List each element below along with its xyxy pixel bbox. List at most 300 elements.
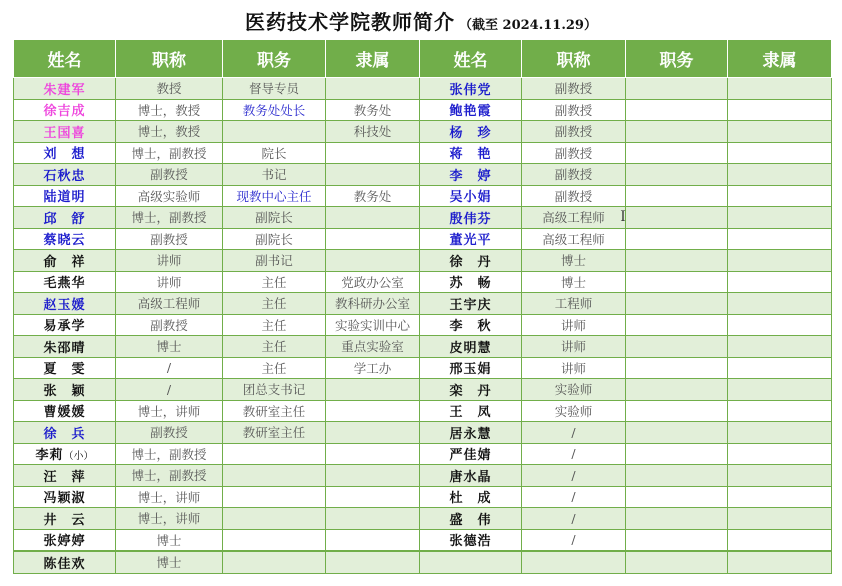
teacher-rank: [522, 443, 626, 465]
teacher-name-text: 张德浩: [449, 534, 492, 550]
teacher-rank: [522, 357, 626, 379]
teacher-rank-text: 博士: [156, 555, 182, 571]
teacher-name-text: 邢玉娟: [449, 362, 492, 378]
teacher-dept: [326, 336, 420, 358]
teacher-post: [223, 164, 326, 186]
table-row: [14, 293, 832, 315]
teacher-dept-text: 党政办公室: [341, 274, 404, 290]
table-row: [14, 314, 832, 336]
table-row: [14, 271, 832, 293]
teacher-name-text: 董光平: [449, 233, 492, 249]
teacher-post-text: 副院长: [255, 231, 293, 247]
teacher-name-text: 严佳婧: [449, 448, 492, 464]
teacher-rank-text: 讲师: [156, 253, 182, 269]
teacher-dept: [728, 422, 832, 444]
teacher-name: [420, 443, 522, 465]
teacher-name: [14, 379, 116, 401]
teacher-name: [420, 379, 522, 401]
teacher-post: [626, 465, 728, 487]
teacher-name-text: 苏 畅: [449, 276, 492, 292]
teacher-name: [420, 336, 522, 358]
teacher-name-text: 皮明慧: [449, 340, 492, 356]
teacher-name: [14, 293, 116, 315]
teacher-rank: [116, 271, 223, 293]
teacher-post: [626, 164, 728, 186]
table-row: [14, 336, 832, 358]
teacher-name-text: 李 秋: [449, 319, 492, 335]
teacher-name-text: 徐吉成: [43, 104, 86, 120]
title-text: 医药技术学院教师简介: [245, 10, 456, 34]
table-row: [14, 99, 832, 121]
teacher-post: [626, 207, 728, 229]
teacher-name-text: 张婷婷: [43, 534, 86, 550]
table-row: [14, 164, 832, 186]
table-row: [14, 250, 832, 272]
teacher-dept: [728, 529, 832, 551]
teacher-post: [626, 379, 728, 401]
teacher-dept: [326, 228, 420, 250]
header-post-right: 职务: [626, 40, 728, 78]
teacher-name-text: 刘 想: [43, 147, 86, 163]
teacher-rank: [522, 250, 626, 272]
teacher-name-suffix: （小）: [63, 451, 94, 463]
teacher-rank-text: 博士，副教授: [131, 446, 207, 462]
teacher-name: [420, 486, 522, 508]
teacher-name-text: 陈佳欢: [43, 556, 86, 572]
teacher-dept: [326, 185, 420, 207]
teacher-dept: [728, 443, 832, 465]
teacher-name-text: 朱建军: [43, 82, 86, 98]
teacher-dept: [728, 121, 832, 143]
teacher-rank: [522, 228, 626, 250]
teacher-name: [14, 271, 116, 293]
teacher-rank-text: /: [571, 489, 576, 505]
teacher-rank: [522, 142, 626, 164]
teacher-post: [626, 443, 728, 465]
teacher-rank: [522, 379, 626, 401]
teacher-rank: [522, 271, 626, 293]
teacher-post: [626, 250, 728, 272]
teacher-dept: [728, 357, 832, 379]
teacher-rank: [116, 142, 223, 164]
teacher-rank-text: 讲师: [560, 360, 586, 376]
teacher-dept: [728, 250, 832, 272]
teacher-post: [223, 465, 326, 487]
teacher-post-text: 教研室主任: [242, 403, 306, 419]
teacher-rank-text: 高级工程师: [137, 296, 201, 312]
teacher-post: [626, 271, 728, 293]
table-row: [14, 400, 832, 422]
teacher-dept: [728, 293, 832, 315]
teacher-name: [14, 207, 116, 229]
teacher-dept: [326, 164, 420, 186]
teacher-rank: [522, 99, 626, 121]
teacher-dept: [326, 508, 420, 530]
teacher-name-text: 俞 祥: [43, 254, 86, 270]
teacher-dept: [728, 99, 832, 121]
teacher-post-text: 副书记: [255, 253, 293, 269]
teacher-post: [223, 486, 326, 508]
teacher-rank-text: 博士，教授: [137, 102, 201, 118]
header-post-left: 职务: [223, 40, 326, 78]
teacher-name-text: 栾 丹: [449, 383, 492, 399]
teacher-rank: [116, 443, 223, 465]
teacher-name: [420, 250, 522, 272]
teacher-rank-text: /: [571, 510, 576, 526]
teacher-name-text: 夏 雯: [43, 362, 86, 378]
teacher-rank-text: 教授: [156, 81, 182, 97]
teacher-post-text: 主任: [261, 296, 287, 312]
teacher-name-text: 陆道明: [43, 190, 86, 206]
teacher-rank: [116, 336, 223, 358]
teacher-rank: [116, 314, 223, 336]
table-row: [14, 207, 832, 229]
teacher-dept: [728, 185, 832, 207]
teacher-post: [223, 207, 326, 229]
teacher-name: [420, 164, 522, 186]
teacher-rank-text: 副教授: [554, 145, 593, 161]
teacher-rank-text: 实验师: [554, 382, 593, 398]
teacher-rank-text: 高级工程师: [542, 231, 605, 247]
teacher-rank: [522, 207, 626, 229]
teacher-post: [223, 336, 326, 358]
teacher-name-text: 王国喜: [43, 125, 86, 141]
teacher-rank-text: 副教授: [150, 317, 188, 333]
teacher-name: [420, 207, 522, 229]
teacher-rank: [116, 250, 223, 272]
teacher-name-text: 李莉: [35, 448, 64, 464]
teacher-name: [14, 508, 116, 530]
teacher-name: [420, 185, 522, 207]
teacher-dept: [728, 271, 832, 293]
teacher-name-text: 王 凤: [449, 405, 492, 421]
teacher-dept: [326, 443, 420, 465]
teacher-dept: [326, 293, 420, 315]
teacher-rank: [116, 78, 223, 100]
teacher-post: [626, 99, 728, 121]
teacher-dept-text: 重点实验室: [341, 339, 404, 355]
table-row: [14, 357, 832, 379]
teacher-rank-text: 博士: [156, 339, 182, 355]
teacher-post-text: 教务处处长: [242, 102, 306, 118]
teacher-name: [14, 529, 116, 551]
teacher-name: [14, 78, 116, 100]
teacher-dept: [728, 508, 832, 530]
teacher-post: [626, 185, 728, 207]
teacher-rank-text: 博士，教授: [137, 124, 201, 140]
teacher-name-text: 冯颖淑: [43, 491, 86, 507]
table-row: [14, 78, 832, 100]
teacher-rank: [116, 293, 223, 315]
teacher-rank-text: 博士，讲师: [137, 403, 201, 419]
table-row: [14, 551, 832, 573]
teacher-post-text: 团总支书记: [242, 382, 306, 398]
teacher-rank-text: 讲师: [560, 339, 586, 355]
teacher-dept: [326, 314, 420, 336]
teacher-name: [14, 443, 116, 465]
teacher-rank: [116, 357, 223, 379]
teacher-post: [626, 422, 728, 444]
teacher-rank: [116, 486, 223, 508]
teacher-dept-text: 教务处: [353, 188, 392, 204]
teacher-name-text: 盛 伟: [449, 512, 492, 528]
teacher-rank-text: 博士，副教授: [131, 145, 207, 161]
teacher-dept: [728, 336, 832, 358]
teacher-name-text: 朱邵晴: [43, 340, 86, 356]
teacher-name: [420, 422, 522, 444]
teacher-dept-text: 实验实训中心: [334, 317, 410, 333]
teacher-post: [626, 228, 728, 250]
teacher-table: [13, 39, 832, 574]
teacher-name: [14, 357, 116, 379]
teacher-dept: [326, 486, 420, 508]
teacher-dept: [326, 400, 420, 422]
teacher-post: [626, 142, 728, 164]
table-row: [14, 185, 832, 207]
teacher-rank: [116, 99, 223, 121]
teacher-name-text: 王宇庆: [449, 297, 492, 313]
page-title: [0, 6, 842, 35]
teacher-post-text: 副院长: [255, 210, 293, 226]
teacher-post: [626, 551, 728, 573]
teacher-dept: [728, 379, 832, 401]
teacher-dept: [326, 422, 420, 444]
teacher-rank-text: /: [571, 424, 576, 440]
teacher-post: [626, 314, 728, 336]
teacher-rank: [522, 336, 626, 358]
teacher-rank-text: 工程师: [554, 296, 593, 312]
teacher-rank-text: 博士，讲师: [137, 511, 201, 527]
teacher-name: [420, 271, 522, 293]
teacher-name: [420, 314, 522, 336]
teacher-name: [420, 508, 522, 530]
teacher-post: [223, 422, 326, 444]
teacher-rank: [116, 465, 223, 487]
teacher-name-text: 石秋忠: [43, 168, 86, 184]
teacher-rank: [522, 78, 626, 100]
teacher-rank-text: /: [166, 360, 172, 376]
teacher-post: [223, 228, 326, 250]
teacher-rank-text: 博士，副教授: [131, 468, 207, 484]
teacher-name: [420, 551, 522, 573]
teacher-name-text: 徐 兵: [43, 426, 86, 442]
teacher-rank: [522, 185, 626, 207]
teacher-name-text: 殷伟芬: [449, 211, 492, 227]
text-cursor-icon: Ｉ: [616, 209, 630, 225]
teacher-dept-text: 科技处: [353, 124, 392, 140]
teacher-post: [626, 78, 728, 100]
teacher-name: [14, 142, 116, 164]
teacher-rank: [116, 400, 223, 422]
teacher-post: [626, 121, 728, 143]
teacher-dept: [728, 207, 832, 229]
teacher-name: [420, 465, 522, 487]
teacher-rank: [116, 207, 223, 229]
teacher-rank: [522, 486, 626, 508]
teacher-rank-text: 副教授: [150, 425, 188, 441]
teacher-name-text: 易承学: [43, 319, 86, 335]
teacher-rank: [522, 508, 626, 530]
teacher-rank: [522, 121, 626, 143]
teacher-name-text: 汪 萍: [43, 469, 86, 485]
teacher-rank: [522, 400, 626, 422]
teacher-post: [223, 400, 326, 422]
table-row: [14, 486, 832, 508]
teacher-name-text: 唐水晶: [449, 469, 492, 485]
teacher-rank: [116, 164, 223, 186]
teacher-dept: [326, 465, 420, 487]
teacher-dept: [728, 142, 832, 164]
teacher-post-text: 主任: [261, 360, 287, 376]
teacher-post: [223, 508, 326, 530]
teacher-name: [420, 357, 522, 379]
teacher-post: [223, 99, 326, 121]
teacher-name-text: 张 颖: [43, 383, 86, 399]
teacher-post-text: 院长: [261, 145, 287, 161]
teacher-name-text: 吴小娟: [449, 190, 492, 206]
teacher-name: [14, 400, 116, 422]
table-row: [14, 121, 832, 143]
header-dept-left: 隶属: [326, 40, 420, 78]
teacher-rank: [522, 465, 626, 487]
teacher-dept: [728, 78, 832, 100]
teacher-name: [14, 422, 116, 444]
teacher-post-text: 书记: [261, 167, 287, 183]
title-date-note: （截至 2024.11.29）: [459, 18, 597, 33]
teacher-name-text: 毛燕华: [43, 276, 86, 292]
teacher-rank-text: /: [571, 467, 576, 483]
teacher-name: [420, 529, 522, 551]
teacher-post: [223, 121, 326, 143]
teacher-dept: [728, 551, 832, 573]
teacher-name: [420, 400, 522, 422]
teacher-post: [223, 529, 326, 551]
teacher-rank-text: 博士，副教授: [131, 210, 207, 226]
teacher-name: [420, 142, 522, 164]
teacher-rank-text: 高级实验师: [137, 188, 201, 204]
teacher-rank-text: 博士: [560, 253, 586, 269]
teacher-post: [223, 314, 326, 336]
teacher-rank-text: 副教授: [150, 231, 188, 247]
teacher-rank-text: 高级工程师: [542, 210, 605, 226]
table-row: [14, 443, 832, 465]
teacher-dept: [326, 357, 420, 379]
teacher-dept: [326, 529, 420, 551]
teacher-post: [223, 357, 326, 379]
teacher-name-text: 蔡晓云: [43, 233, 86, 249]
teacher-name: [14, 314, 116, 336]
teacher-name-text: 曹媛媛: [43, 405, 86, 421]
table-row: [14, 142, 832, 164]
teacher-post: [223, 78, 326, 100]
teacher-dept: [326, 121, 420, 143]
header-name-right: 姓名: [420, 40, 522, 78]
teacher-dept: [326, 379, 420, 401]
teacher-dept: [326, 250, 420, 272]
table-body: [14, 78, 832, 574]
teacher-name: [420, 293, 522, 315]
teacher-rank: [116, 422, 223, 444]
teacher-rank: [116, 508, 223, 530]
teacher-rank-text: 副教授: [554, 102, 593, 118]
teacher-dept: [728, 228, 832, 250]
teacher-rank: [116, 185, 223, 207]
teacher-dept-text: 教科研办公室: [334, 296, 410, 312]
teacher-name-text: 居永慧: [449, 426, 492, 442]
teacher-name: [14, 336, 116, 358]
teacher-post: [223, 551, 326, 573]
teacher-rank: [522, 422, 626, 444]
table-row: [14, 465, 832, 487]
table-row: [14, 508, 832, 530]
teacher-rank-text: 博士: [560, 274, 586, 290]
teacher-name-text: 邱 舒: [43, 211, 86, 227]
teacher-name: [14, 486, 116, 508]
teacher-name: [420, 121, 522, 143]
teacher-rank: [522, 164, 626, 186]
teacher-post-text: 主任: [261, 317, 287, 333]
teacher-dept: [326, 207, 420, 229]
teacher-post: [626, 400, 728, 422]
teacher-rank-text: 讲师: [156, 274, 182, 290]
header-rank-left: 职称: [116, 40, 223, 78]
teacher-post: [626, 529, 728, 551]
teacher-post: [223, 250, 326, 272]
teacher-name: [420, 78, 522, 100]
teacher-name-text: 赵玉媛: [43, 297, 86, 313]
teacher-name: [14, 121, 116, 143]
teacher-post-text: 现教中心主任: [236, 188, 312, 204]
teacher-rank-text: 副教授: [554, 188, 593, 204]
teacher-rank: [522, 293, 626, 315]
teacher-name: [14, 164, 116, 186]
teacher-post: [223, 443, 326, 465]
teacher-post: [223, 142, 326, 164]
header-dept-right: 隶属: [728, 40, 832, 78]
teacher-dept: [326, 78, 420, 100]
teacher-dept: [728, 314, 832, 336]
teacher-post-text: 主任: [261, 339, 287, 355]
teacher-post: [223, 185, 326, 207]
teacher-post: [626, 486, 728, 508]
teacher-name: [14, 228, 116, 250]
teacher-rank-text: /: [571, 532, 576, 548]
teacher-rank: [522, 551, 626, 573]
teacher-rank-text: /: [571, 446, 576, 462]
teacher-name: [14, 185, 116, 207]
teacher-name-text: 李 婷: [449, 168, 492, 184]
teacher-rank-text: 副教授: [554, 124, 593, 140]
teacher-name: [14, 465, 116, 487]
teacher-post: [223, 379, 326, 401]
teacher-rank: [116, 228, 223, 250]
teacher-post: [626, 357, 728, 379]
header-rank-right: 职称: [522, 40, 626, 78]
teacher-post: [223, 271, 326, 293]
teacher-post: [223, 293, 326, 315]
teacher-rank: [522, 529, 626, 551]
teacher-name-text: 杜 成: [449, 491, 492, 507]
teacher-dept: [326, 271, 420, 293]
teacher-name-text: 鲍艳霞: [449, 104, 492, 120]
teacher-name: [14, 551, 116, 573]
table-row: [14, 529, 832, 551]
teacher-dept-text: 教务处: [353, 102, 392, 118]
teacher-name: [14, 250, 116, 272]
teacher-name-text: 张伟党: [449, 82, 492, 98]
teacher-rank: [116, 379, 223, 401]
teacher-dept-text: 学工办: [353, 360, 392, 376]
